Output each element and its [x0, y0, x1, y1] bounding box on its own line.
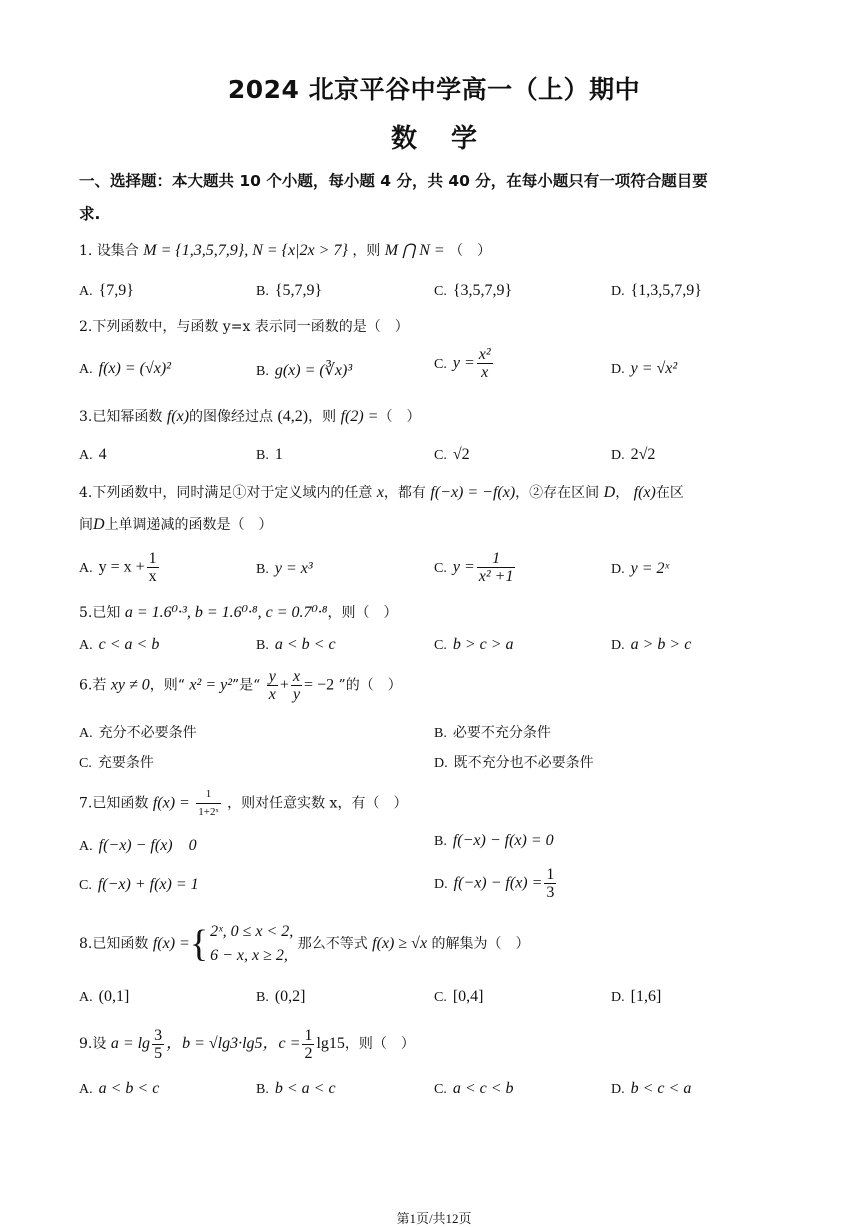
question-4-line2: 间D上单调递减的函数是（ ） — [79, 516, 273, 533]
q1-option-b[interactable]: B. {5,7,9} — [256, 282, 323, 299]
question-4: 4.下列函数中，同时满足①对于定义域内的任意 x，都有 f(−x) = −f(x)，②存在区间 D， f(x)在区 — [79, 484, 684, 501]
question-2: 2.下列函数中，与函数 y=x 表示同一函数的是（ ） — [79, 319, 409, 335]
q3-option-b[interactable]: B. 1 — [256, 446, 283, 463]
q2-option-c[interactable]: C. y = $\frac{\text{x²}}{x}$ — [434, 346, 491, 381]
page-title: 2024 北京平谷中学高一（上）期中 — [227, 75, 641, 104]
q8-option-b[interactable]: B. (0,2] — [256, 988, 306, 1005]
q5-option-c[interactable]: C. b > c > a — [434, 636, 514, 653]
section-heading: 一、选择题：本大题共 10 个小题，每小题 4 分，共 40 分，在每小题只有一项符合题目要 求. — [79, 172, 708, 223]
q5-option-a[interactable]: A. c < a < b — [79, 636, 160, 653]
q1-option-d[interactable]: D. {1,3,5,7,9} — [611, 282, 702, 299]
q2-option-d[interactable]: D. y = √x² — [611, 360, 678, 377]
question-6: 6.若 xy ≠ 0，则“ x² = y²”是“ $\frac{y}{x}$ + $\frac{x}{y}$ = −2 ”的（ ） — [79, 668, 402, 703]
question-5: 5.已知 a = 1.6⁰·³, b = 1.6⁰·⁸, c = 0.7⁰·⁸，则（ ） — [79, 604, 398, 621]
question-1: 1. 设集合 M = {1,3,5,7,9}, N = {x|2x > 7} ，则 M ⋂ N = （ ） — [79, 242, 492, 259]
page-footer: 第1页/共12页 — [396, 1211, 472, 1226]
question-9: 9.设 a = lg $\frac{3}{5}$ ，b = √lg3·lg5，c = $\frac{1}{2}$ lg15，则（ ） — [79, 1026, 415, 1062]
q4-option-b[interactable]: B. y = x³ — [256, 560, 313, 577]
q9-option-d[interactable]: D. b < c < a — [611, 1080, 692, 1097]
q2-option-b[interactable]: B. g(x) = (∛x)³ — [256, 362, 353, 379]
q8-option-d[interactable]: D. [1,6] — [611, 988, 662, 1005]
q3-option-c[interactable]: C. √2 — [434, 446, 470, 463]
q7-option-a[interactable]: A. f(−x) − f(x) 0 — [79, 837, 197, 854]
q9-option-b[interactable]: B. b < a < c — [256, 1080, 336, 1097]
q6-option-b[interactable]: B. 必要不充分条件 — [434, 725, 551, 741]
q9-option-c[interactable]: C. a < c < b — [434, 1080, 514, 1097]
q7-option-b[interactable]: B. f(−x) − f(x) = 0 — [434, 832, 554, 849]
q5-option-b[interactable]: B. a < b < c — [256, 636, 336, 653]
q6-option-c[interactable]: C. 充要条件 — [79, 755, 154, 771]
q2-option-a[interactable]: A. f(x) = (√x)² — [79, 360, 171, 377]
q1-option-c[interactable]: C. {3,5,7,9} — [434, 282, 513, 299]
q6-option-d[interactable]: D. 既不充分也不必要条件 — [434, 755, 594, 771]
q3-option-a[interactable]: A. 4 — [79, 446, 107, 463]
question-8: 8.已知函数 f(x) ={ 2ˣ, 0 ≤ x < 2, 6 − x, x ≥ 2, 那么不等式 f(x) ≥ √x 的解集为（ ） — [79, 923, 530, 965]
q6-option-a[interactable]: A. 充分不必要条件 — [79, 725, 197, 741]
q4-option-a[interactable]: A. y = x + $\frac{1}{x}$ — [79, 550, 157, 585]
subject-title: 数学 — [390, 124, 511, 154]
q3-option-d[interactable]: D. 2√2 — [611, 446, 656, 463]
q7-option-d[interactable]: D. f(−x) − f(x) = $\frac{1}{3}$ — [434, 866, 555, 901]
q8-option-a[interactable]: A. (0,1] — [79, 988, 130, 1005]
q4-option-d[interactable]: D. y = 2ˣ — [611, 560, 670, 577]
question-7: 7.已知函数 f(x) = $\frac{1}{\text{1+2ˣ}}$ ，则对任意实数 x，有（ ） — [79, 788, 408, 818]
question-3: 3.已知幂函数 f(x)的图像经过点 (4,2)，则 f(2) =（ ） — [79, 408, 421, 425]
q5-option-d[interactable]: D. a > b > c — [611, 636, 692, 653]
q7-option-c[interactable]: C. f(−x) + f(x) = 1 — [79, 876, 199, 893]
q8-option-c[interactable]: C. [0,4] — [434, 988, 484, 1005]
q1-option-a[interactable]: A. {7,9} — [79, 282, 134, 299]
q9-option-a[interactable]: A. a < b < c — [79, 1080, 160, 1097]
q4-option-c[interactable]: C. y = $\frac{1}{\text{x² +1}}$ — [434, 550, 514, 585]
